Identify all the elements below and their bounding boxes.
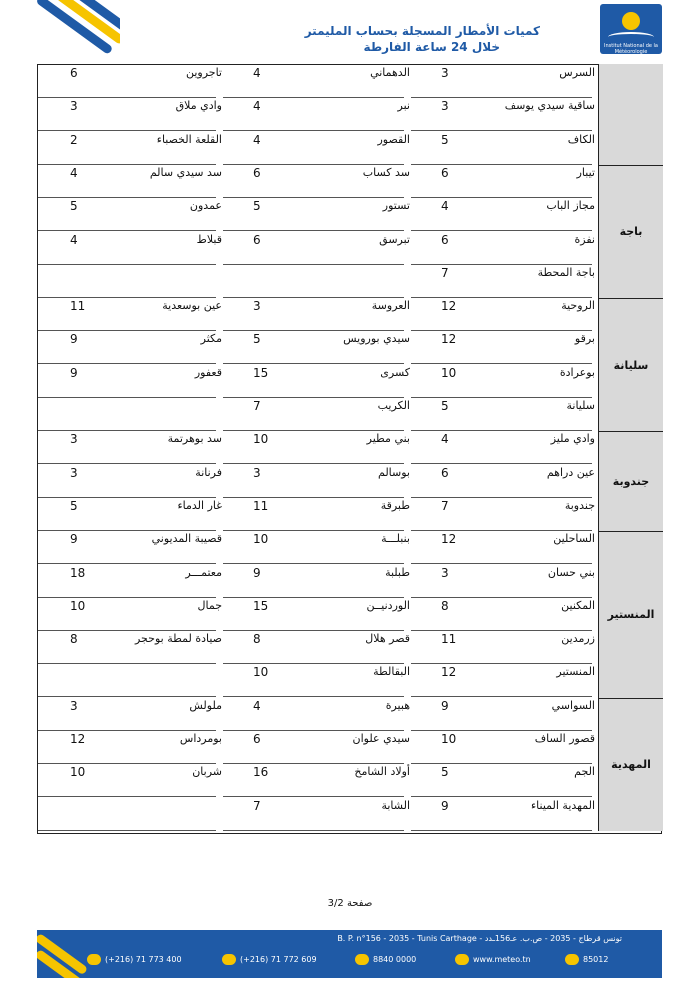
phone-contact: (+216) 71 773 400 — [87, 954, 182, 965]
rainfall-value: 6 — [70, 66, 78, 80]
rainfall-value: 5 — [253, 332, 261, 347]
station-name: جندوبة — [564, 498, 595, 512]
station-name: سيدي بورويس — [343, 332, 410, 346]
governorate-label: المهدية — [598, 698, 663, 831]
rainfall-value: 12 — [441, 665, 457, 680]
phone-icon — [355, 954, 369, 965]
website-link[interactable]: www.meteo.tn — [455, 954, 531, 965]
logo-caption: Institut National de la Météorologie — [604, 43, 658, 55]
table-row — [38, 431, 598, 464]
rainfall-value: 4 — [253, 698, 261, 713]
page-title: كميات الأمطار المسجلة بحساب المليمتر — [304, 24, 540, 38]
table-row — [38, 298, 598, 331]
station-name: تيبار — [576, 165, 595, 179]
station-name: بني حسان — [547, 565, 595, 579]
station-name: وادي ملاق — [175, 99, 222, 113]
rainfall-value: 6 — [441, 232, 449, 247]
wave-icon — [608, 32, 654, 42]
station-name: بنبلـــة — [381, 532, 410, 546]
rainfall-value: 12 — [70, 732, 86, 746]
institute-logo — [600, 4, 662, 54]
rainfall-value: 4 — [253, 99, 261, 114]
table-row — [38, 598, 598, 631]
governorate-label: سليانة — [598, 298, 663, 431]
table-row — [38, 98, 598, 131]
rainfall-value: 3 — [70, 698, 78, 713]
rainfall-value: 7 — [441, 498, 449, 513]
station-name: الروحية — [561, 299, 595, 313]
code-contact: 85012 — [565, 954, 608, 965]
table-row — [38, 365, 598, 398]
station-name: الجم — [574, 765, 595, 779]
station-name: سليانة — [566, 399, 595, 412]
station-name: بومرداس — [179, 732, 222, 745]
rainfall-value: 4 — [441, 199, 449, 214]
station-name: قعفور — [194, 365, 222, 379]
rainfall-value: 7 — [253, 798, 261, 813]
rainfall-value: 5 — [441, 132, 449, 147]
station-name: عمدون — [189, 199, 222, 213]
station-name: طبلبة — [385, 565, 410, 579]
station-name: سد بوهرتمة — [167, 432, 222, 446]
rainfall-value: 3 — [70, 465, 78, 480]
station-name: ساقية سيدي يوسف — [504, 99, 595, 113]
rainfall-value: 2 — [70, 132, 78, 147]
station-name: بني مطير — [366, 432, 410, 446]
rainfall-value: 9 — [70, 332, 78, 347]
station-name: المهدية الميناء — [531, 798, 595, 812]
tollfree-contact: 8840 0000 — [355, 954, 416, 965]
station-name: بوعرادة — [559, 365, 595, 379]
footer-bar — [37, 930, 662, 978]
rainfall-value: 11 — [441, 632, 457, 647]
rainfall-value: 6 — [253, 232, 261, 247]
rainfall-value: 8 — [70, 632, 78, 647]
mail-icon — [565, 954, 579, 965]
table-row — [38, 664, 598, 697]
rainfall-value: 5 — [70, 498, 78, 513]
table-row — [38, 265, 598, 298]
station-name: الوردنيــن — [366, 598, 410, 612]
rainfall-value: 3 — [441, 565, 449, 580]
decorative-stripes — [0, 0, 120, 70]
rainfall-value: 8 — [441, 598, 449, 613]
station-name: مكثر — [200, 332, 222, 346]
station-name: مجاز الباب — [546, 199, 595, 213]
rainfall-value: 12 — [441, 532, 457, 547]
station-name: جمال — [197, 598, 222, 612]
governorate-label: المنستير — [598, 531, 663, 698]
station-name: السواسي — [551, 698, 595, 712]
station-name: عين بوسعدية — [162, 299, 222, 313]
rainfall-value: 3 — [253, 299, 261, 314]
table-row — [38, 232, 598, 265]
station-name: نبر — [397, 99, 410, 113]
rainfall-value: 10 — [253, 532, 269, 547]
station-name: باجة المحطة — [537, 265, 595, 279]
rainfall-value: 6 — [441, 165, 449, 180]
station-name: كسرى — [380, 365, 410, 379]
rainfall-value: 15 — [253, 598, 269, 613]
table-row — [38, 465, 598, 498]
rainfall-value: 3 — [70, 99, 78, 114]
table-row — [38, 565, 598, 598]
table-row — [38, 132, 598, 165]
rainfall-value: 10 — [441, 365, 457, 380]
station-name: الشابة — [381, 798, 410, 812]
rainfall-value: 6 — [253, 165, 261, 180]
station-name: بوسالم — [378, 465, 410, 479]
table-row — [38, 198, 598, 231]
station-name: العروسة — [371, 299, 410, 313]
rainfall-value: 16 — [253, 765, 269, 780]
rainfall-value: 15 — [253, 365, 269, 380]
table-row — [38, 698, 598, 731]
station-name: وادي مليز — [550, 432, 595, 446]
table-row — [38, 731, 598, 764]
station-name: الكريب — [377, 399, 410, 412]
station-name: سد كساب — [362, 165, 410, 179]
rainfall-value: 6 — [253, 732, 261, 746]
rainfall-table — [37, 64, 662, 834]
rainfall-value: 3 — [441, 99, 449, 114]
rainfall-value: 9 — [70, 365, 78, 380]
rainfall-value: 10 — [253, 432, 269, 447]
station-name: عين دراهم — [546, 465, 595, 479]
rainfall-value: 5 — [253, 199, 261, 214]
rainfall-value: 8 — [253, 632, 261, 647]
rainfall-value: 9 — [70, 532, 78, 547]
rainfall-value: 10 — [70, 765, 86, 780]
station-name: المنستير — [556, 665, 595, 679]
table-row — [38, 798, 598, 831]
station-name: قصر هلال — [365, 632, 410, 646]
table-row — [38, 498, 598, 531]
rainfall-value: 9 — [253, 565, 261, 580]
rainfall-value: 5 — [441, 399, 449, 413]
rainfall-value: 4 — [70, 165, 78, 180]
sun-icon — [622, 12, 640, 30]
rainfall-value: 10 — [441, 732, 457, 746]
table-row — [38, 65, 598, 98]
station-name: المكنين — [561, 598, 595, 612]
rainfall-value: 11 — [70, 299, 86, 314]
footer-address: B. P. n°156 - 2035 - Tunis Carthage - تونس قرطاج - 2035 - ص.ب. عـ156ـدد — [337, 934, 622, 943]
station-name: الساحلين — [553, 532, 595, 546]
station-name: سيدي علوان — [352, 732, 410, 745]
station-name: ملولش — [189, 698, 222, 712]
rainfall-value: 4 — [253, 66, 261, 80]
table-row — [38, 764, 598, 797]
rainfall-value: 5 — [70, 199, 78, 214]
rainfall-value: 12 — [441, 332, 457, 347]
table-row — [38, 331, 598, 364]
station-name: برقو — [574, 332, 595, 346]
rainfall-value: 6 — [441, 465, 449, 480]
station-name: سد سيدي سالم — [149, 165, 222, 179]
station-name: قصور الساف — [534, 732, 595, 745]
fax-icon — [222, 954, 236, 965]
rainfall-value: 3 — [70, 432, 78, 447]
station-name: نفزة — [574, 232, 595, 246]
rainfall-value: 4 — [441, 432, 449, 447]
station-name: فرنانة — [195, 465, 222, 479]
footer-stripes — [37, 930, 107, 978]
rainfall-value: 12 — [441, 299, 457, 314]
governorate-label: باجة — [598, 165, 663, 298]
station-name: الدهماني — [370, 66, 410, 79]
station-name: تاجروين — [185, 66, 222, 79]
station-name: معتمـــر — [185, 565, 222, 579]
station-name: السرس — [559, 66, 595, 79]
station-name: طبرقة — [380, 498, 410, 512]
fax-contact: (+216) 71 772 609 — [222, 954, 317, 965]
rainfall-value: 10 — [70, 598, 86, 613]
station-name: القصور — [377, 132, 410, 146]
station-name: تستور — [382, 199, 410, 213]
station-name: قصيبة المديوني — [151, 532, 222, 546]
station-name: القلعة الخصباء — [156, 132, 222, 146]
governorate-label: جندوبة — [598, 431, 663, 531]
rainfall-value: 9 — [441, 698, 449, 713]
page-subtitle: خلال 24 ساعة الفارطة — [363, 40, 500, 54]
rainfall-value: 4 — [253, 132, 261, 147]
rainfall-value: 10 — [253, 665, 269, 680]
rainfall-value: 3 — [253, 465, 261, 480]
station-name: هبيرة — [385, 698, 410, 712]
rainfall-value: 9 — [441, 798, 449, 813]
station-name: أولاد الشامخ — [354, 765, 410, 779]
rainfall-value: 4 — [70, 232, 78, 247]
table-row — [38, 631, 598, 664]
rainfall-value: 11 — [253, 498, 269, 513]
station-name: زرمدين — [561, 632, 595, 646]
station-name: الكاف — [567, 132, 595, 146]
station-name: صيادة لمطة بوحجر — [134, 632, 222, 646]
rainfall-value: 3 — [441, 66, 449, 80]
table-row — [38, 398, 598, 431]
station-name: غار الدماء — [177, 498, 222, 512]
rainfall-value: 7 — [441, 265, 449, 280]
table-row — [38, 165, 598, 198]
station-name: قبلاط — [196, 232, 222, 246]
rainfall-value: 18 — [70, 565, 86, 580]
web-icon — [455, 954, 469, 965]
rainfall-value: 5 — [441, 765, 449, 780]
governorate-label — [598, 64, 663, 165]
station-name: شربان — [192, 765, 222, 779]
rainfall-value: 7 — [253, 399, 261, 413]
page-number: صفحة 3/2 — [327, 898, 373, 909]
station-name: تبرسق — [379, 232, 410, 246]
station-name: البقالطة — [373, 665, 410, 679]
table-row — [38, 531, 598, 564]
